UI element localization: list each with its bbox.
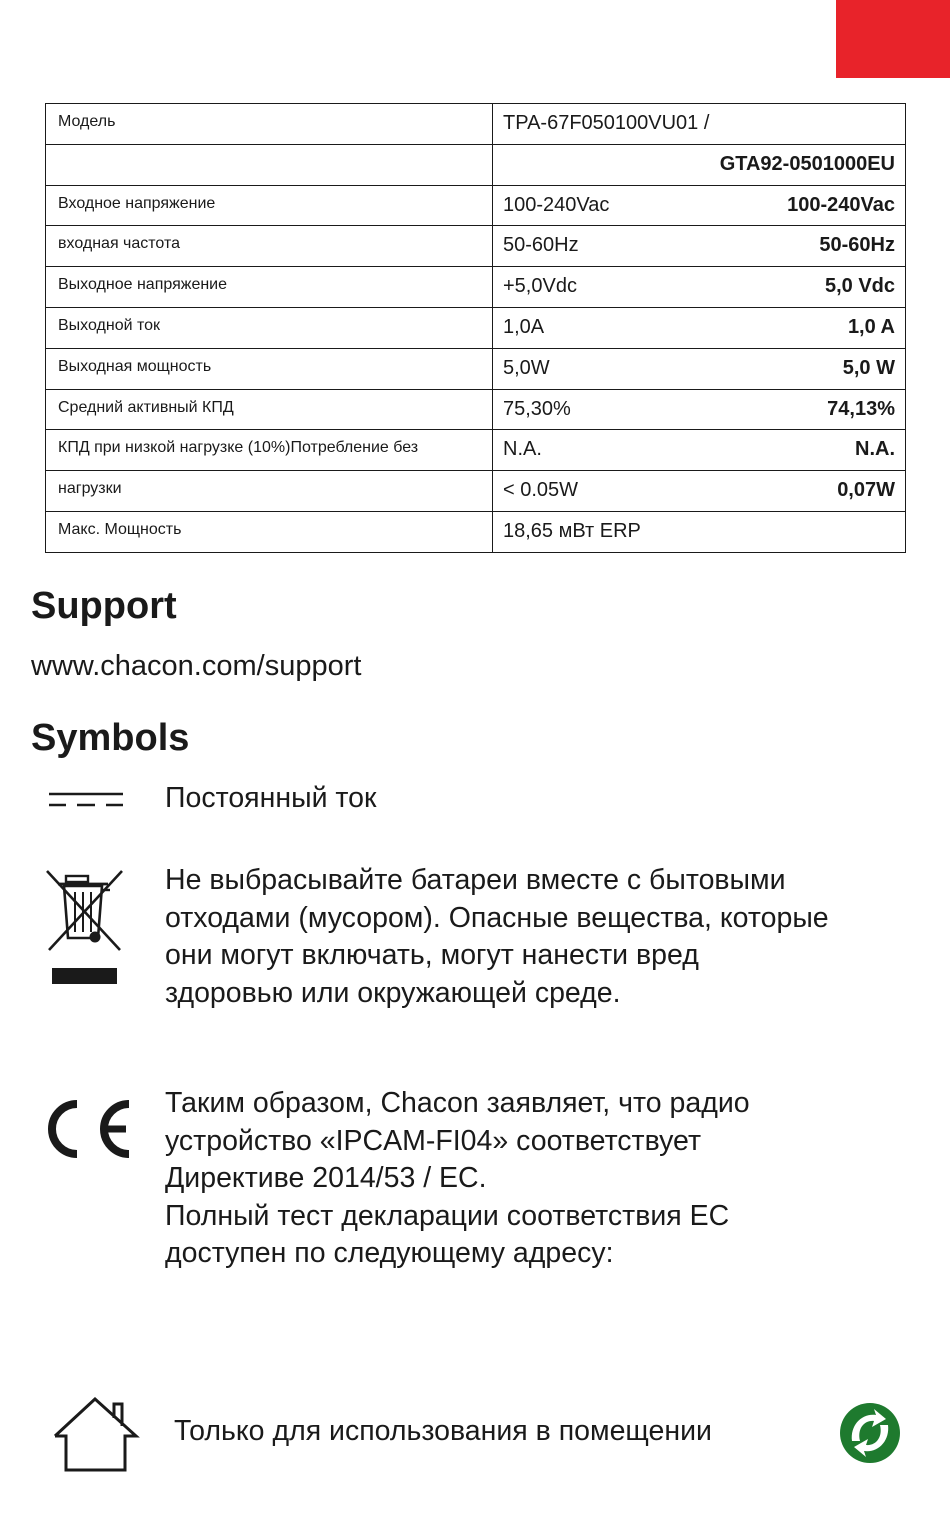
row-value-1: 1,0A (503, 315, 545, 338)
row-value-1: +5,0Vdc (503, 275, 577, 298)
green-dot-icon (838, 1401, 902, 1465)
row-label: Выходное напряжение (46, 267, 493, 308)
ce-line: доступен по следующему адресу: (165, 1237, 614, 1269)
support-heading: Support (31, 585, 177, 627)
row-value-2: N.A. (855, 438, 895, 461)
weee-text (165, 862, 829, 1012)
crossed-bin-icon (44, 868, 128, 986)
table-row (46, 348, 906, 389)
row-label: Выходной ток (46, 307, 493, 348)
ce-mark-icon (38, 1094, 138, 1164)
row-value-2: 5,0 Vdc (824, 275, 895, 298)
weee-line: Не выбрасывайте батареи вместе с бытовыми (165, 864, 786, 896)
row-value-2: GTA92-0501000EU (719, 152, 895, 175)
weee-line: отходами (мусором). Опасные вещества, которые (165, 901, 829, 934)
ce-text (165, 1085, 750, 1273)
table-row (46, 471, 906, 512)
row-value-1: 50-60Hz (503, 234, 579, 257)
row-label: КПД при низкой нагрузке (10%)Потребление без (46, 430, 493, 471)
row-label: Модель (46, 104, 493, 145)
row-label: Средний активный КПД (46, 389, 493, 430)
row-label (46, 144, 493, 185)
table-row (46, 226, 906, 267)
table-row (46, 511, 906, 552)
row-value-1: 100-240Vac (503, 193, 610, 216)
direct-current-icon (48, 790, 124, 810)
table-row (46, 430, 906, 471)
row-value-2: 0,07W (837, 479, 895, 502)
row-label: нагрузки (46, 471, 493, 512)
table-row (46, 307, 906, 348)
row-value-2: 5,0 W (842, 356, 895, 379)
house-icon (52, 1396, 140, 1474)
symbols-heading: Symbols (31, 717, 190, 759)
row-value-1: TPA-67F050100VU01 / (503, 112, 710, 134)
corner-accent-tab (836, 0, 950, 78)
support-url: www.chacon.com/support (31, 650, 362, 682)
row-value-2: 1,0 A (847, 315, 895, 338)
row-label: Выходная мощность (46, 348, 493, 389)
indoor-text: Только для использования в помещении (174, 1415, 712, 1447)
table-row (46, 389, 906, 430)
ce-line: Полный тест декларации соответствия ЕС (165, 1199, 730, 1232)
table-row (46, 267, 906, 308)
ce-line: Директиве 2014/53 / EC. (165, 1162, 487, 1194)
table-row (46, 144, 906, 185)
row-label: Входное напряжение (46, 185, 493, 226)
spec-table (45, 103, 906, 553)
weee-line: они могут включать, могут нанести вред (165, 939, 699, 971)
dc-text: Постоянный ток (165, 782, 377, 814)
weee-line: здоровью или окружающей среде. (165, 976, 621, 1009)
row-value-1: < 0.05W (503, 479, 579, 502)
row-value-1: 18,65 мВт ERP (503, 519, 641, 542)
row-value-1: 75,30% (503, 397, 571, 420)
ce-line: устройство «IPCAM-FI04» соответствует (165, 1124, 702, 1157)
row-value-1: N.A. (503, 438, 542, 461)
row-value-2: 74,13% (827, 397, 895, 420)
row-value-2: 50-60Hz (819, 234, 895, 257)
row-value-2: 100-240Vac (787, 193, 895, 216)
row-value-1: 5,0W (503, 356, 550, 379)
table-row (46, 185, 906, 226)
row-label: Макс. Мощность (46, 511, 493, 552)
table-row (46, 104, 906, 145)
ce-line: Таким образом, Chacon заявляет, что радио (165, 1087, 750, 1119)
row-label: входная частота (46, 226, 493, 267)
